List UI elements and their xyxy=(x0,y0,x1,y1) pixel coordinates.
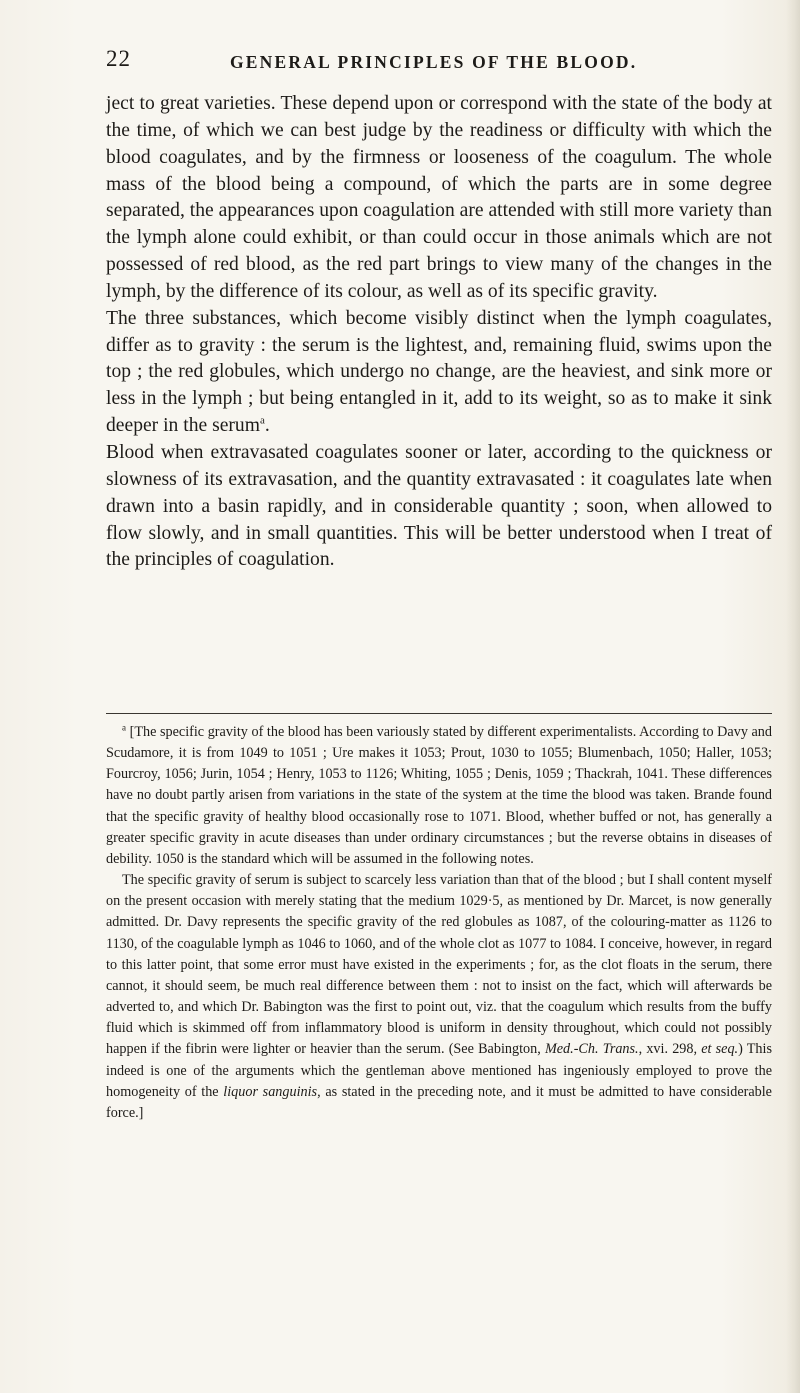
citation-title: Med.-Ch. Trans. xyxy=(544,1041,639,1058)
paragraph xyxy=(106,306,772,440)
page-edge-shadow xyxy=(786,0,800,1393)
footnote-text: [The specific gravity of the blood has been variously stated by different experimentalists. According to Davy and Scudamore, it is from 1049 to 1051 ; Ure makes it 1053; Prout, 1030 to 1055; Blumenbach, 1050; Haller, 1053; Fourcroy, 1056; Jurin, 1054 ; Henry, 1053 to 1126; Whiting, 1055 ; Denis, 1059 ; Thackrah, 1041. These differences have no doubt partly arisen from variations in the state of the system at the time the blood was taken. Brande found that the specific gravity of healthy blood occasionally rose to 1071. Blood, whether buffed or not, has generally a greater specific gravity in acute diseases than under ordinary circumstances ; but the reverse obtains in diseases of debility. 1050 is the standard which will be assumed in the following notes. xyxy=(106,724,772,867)
body-text xyxy=(106,91,772,574)
paragraph-text: The three substances, which become visibly distinct when the lymph coagulates, differ as to gravity : the serum is the lightest, and, remaining fluid, swims upon the top ; the red globules, which undergo no change, are the heaviest, and sink more or less in the lymph ; but being entangled in it, add to its weight, so as to make it sink deeper in the serum xyxy=(106,307,772,437)
footnote-text: , as stated in the preceding note, and it must be admitted to have considerable force.] xyxy=(106,1083,772,1121)
footnote-text: The specific gravity of serum is subject to scarcely less variation than that of the blood ; but I shall content myself on the present occasion with merely stating that the medium 1029·5, as mentioned by Dr. Marcet, is now generally admitted. Dr. Davy represents the specific gravity of the red globules as 1087, of the colouring-matter as 1126 to 1130, of the coagulable lymph as 1046 to 1060, and of the whole clot as 1077 to 1084. I conceive, however, in regard to this latter point, that some error must have existed in the experiments ; for, as the clot floats in the serum, there cannot, it should seem, be much real difference between them : not to insist on the fact, which will afterwards be adverted to, and which Dr. Babington was the first to point out, viz. that the coagulum which results from the buffy fluid which is skimmed off from inflammatory blood is uniform in density throughout, which could not possibly happen if the fibrin were lighter or heavier than the serum. (See Babington, xyxy=(106,872,772,1058)
paragraph xyxy=(106,91,772,306)
footnote-text: ) This indeed is one of the arguments which the gentleman above mentioned has ingeniously employed to prove the homogeneity of the xyxy=(106,1041,772,1100)
running-title: GENERAL PRINCIPLES OF THE BLOOD. xyxy=(230,52,638,72)
paragraph xyxy=(106,440,772,574)
footnote xyxy=(106,722,772,1124)
footnote-paragraph xyxy=(106,722,772,870)
citation-abbrev: et seq. xyxy=(701,1041,739,1058)
paragraph-text: ject to great varieties. These depend upon or correspond with the state of the body at the time, of which we can best judge by the readiness or difficulty with which the blood coagulates, and by the firmness or looseness of the coagulum. The whole mass of the blood being a compound, of which the parts are in some degree separated, the appearances upon coagulation are attended with still more variety than the lymph alone could exhibit, or than could occur in those animals which are not possessed of red blood, as the red part brings to view many of the changes in the lymph, by the difference of its colour, as well as of its specific gravity. xyxy=(106,93,772,302)
latin-term: liquor sanguinis xyxy=(223,1083,318,1100)
footnote-divider xyxy=(106,713,772,714)
page-header xyxy=(106,46,766,86)
footnote-reference[interactable]: a xyxy=(259,414,265,427)
page-number: 22 xyxy=(106,46,131,71)
footnote-paragraph xyxy=(106,870,772,1124)
paragraph-text: . xyxy=(264,415,270,437)
paragraph-text: Blood when extravasated coagulates sooner or later, according to the quickness or slowness of its extravasation, and the quantity extravasated : it coagulates late when drawn into a basin rapidly, and in considerable quantity ; soon, when allowed to flow slowly, and in small quantities. This will be better understood when I treat of the principles of coagulation. xyxy=(106,441,772,571)
footnote-text: , xvi. 298, xyxy=(638,1041,702,1058)
footnote-mark: a xyxy=(122,722,126,733)
